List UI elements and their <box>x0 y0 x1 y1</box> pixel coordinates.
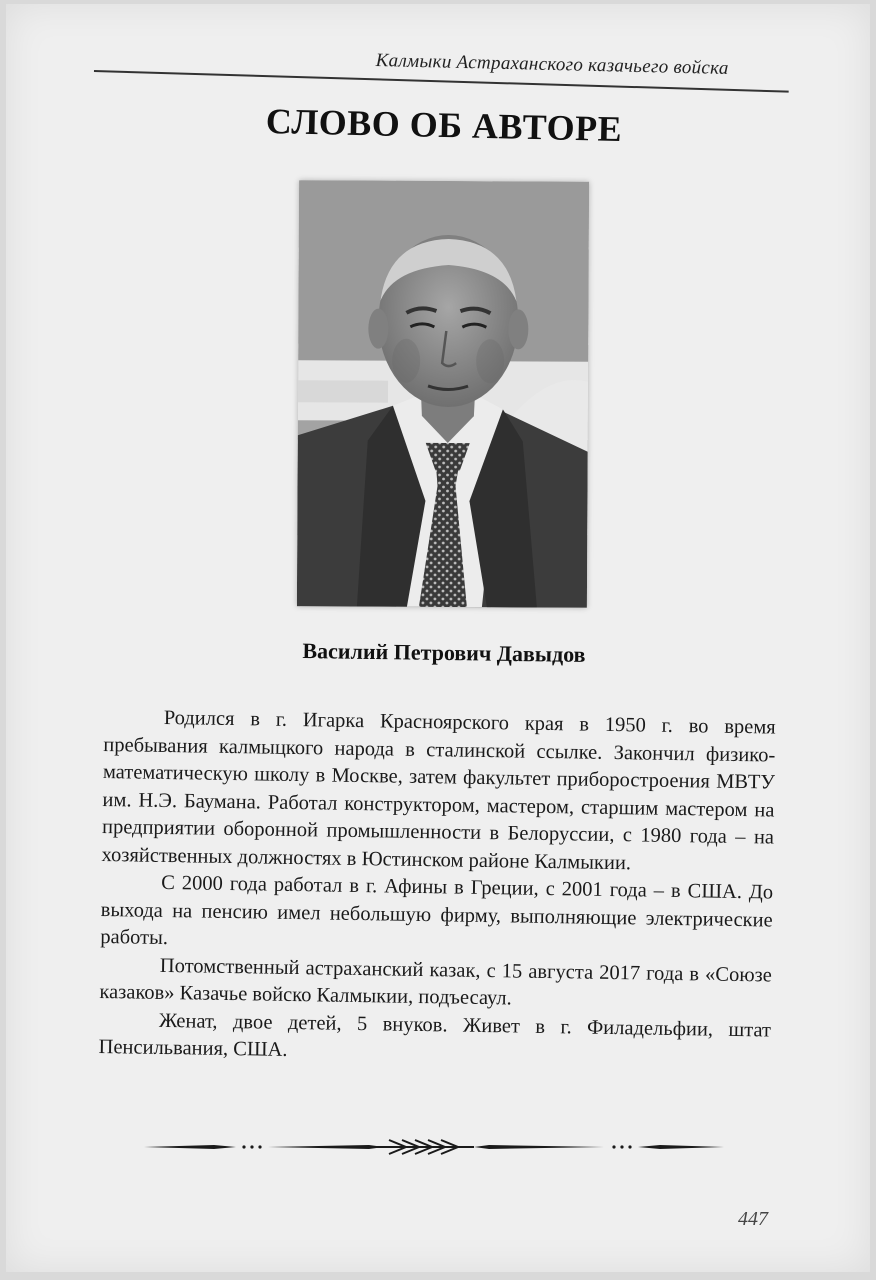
bio-paragraph: Потомственный астраханский казак, с 15 августа 2017 года в «Союзе казаков» Казачье войско Калмыкии, подъесаул. <box>99 954 772 1010</box>
book-page <box>6 4 870 1272</box>
page-number: 447 <box>738 1208 768 1230</box>
author-portrait <box>297 180 589 608</box>
bio-paragraph: Женат, двое детей, 5 внуков. Живет в г. Филадельфии, штат Пенсильвания, США. <box>98 1009 772 1061</box>
bio-paragraph: С 2000 года работал в г. Афины в Греции, с 2001 года – в США. До выхода на пенсию имел небольшую фирму, выполняющие электрические работы. <box>100 871 774 950</box>
page-title: СЛОВО ОБ АВТОРЕ <box>265 100 623 150</box>
running-head: Калмыки Астраханского казачьего войска <box>375 50 729 80</box>
bio-paragraph: Родился в г. Игарка Красноярского края в 1950 г. во время пребывания калмыцкого народа в сталинской ссылке. Закончил физико-математическую школу в Москве, затем факультет приборостроения МВТУ им. Н.Э. Баумана. Работал конструктором, мастером, старшим мастером на предприятии оборонной промышленности в Белоруссии, с 1980 года – на хозяйственных должностях в Юстинском районе Калмыкии. <box>101 706 776 874</box>
decorative-divider <box>144 1134 724 1160</box>
author-biography <box>98 704 776 1072</box>
author-name: Василий Петрович Давыдов <box>302 638 586 667</box>
